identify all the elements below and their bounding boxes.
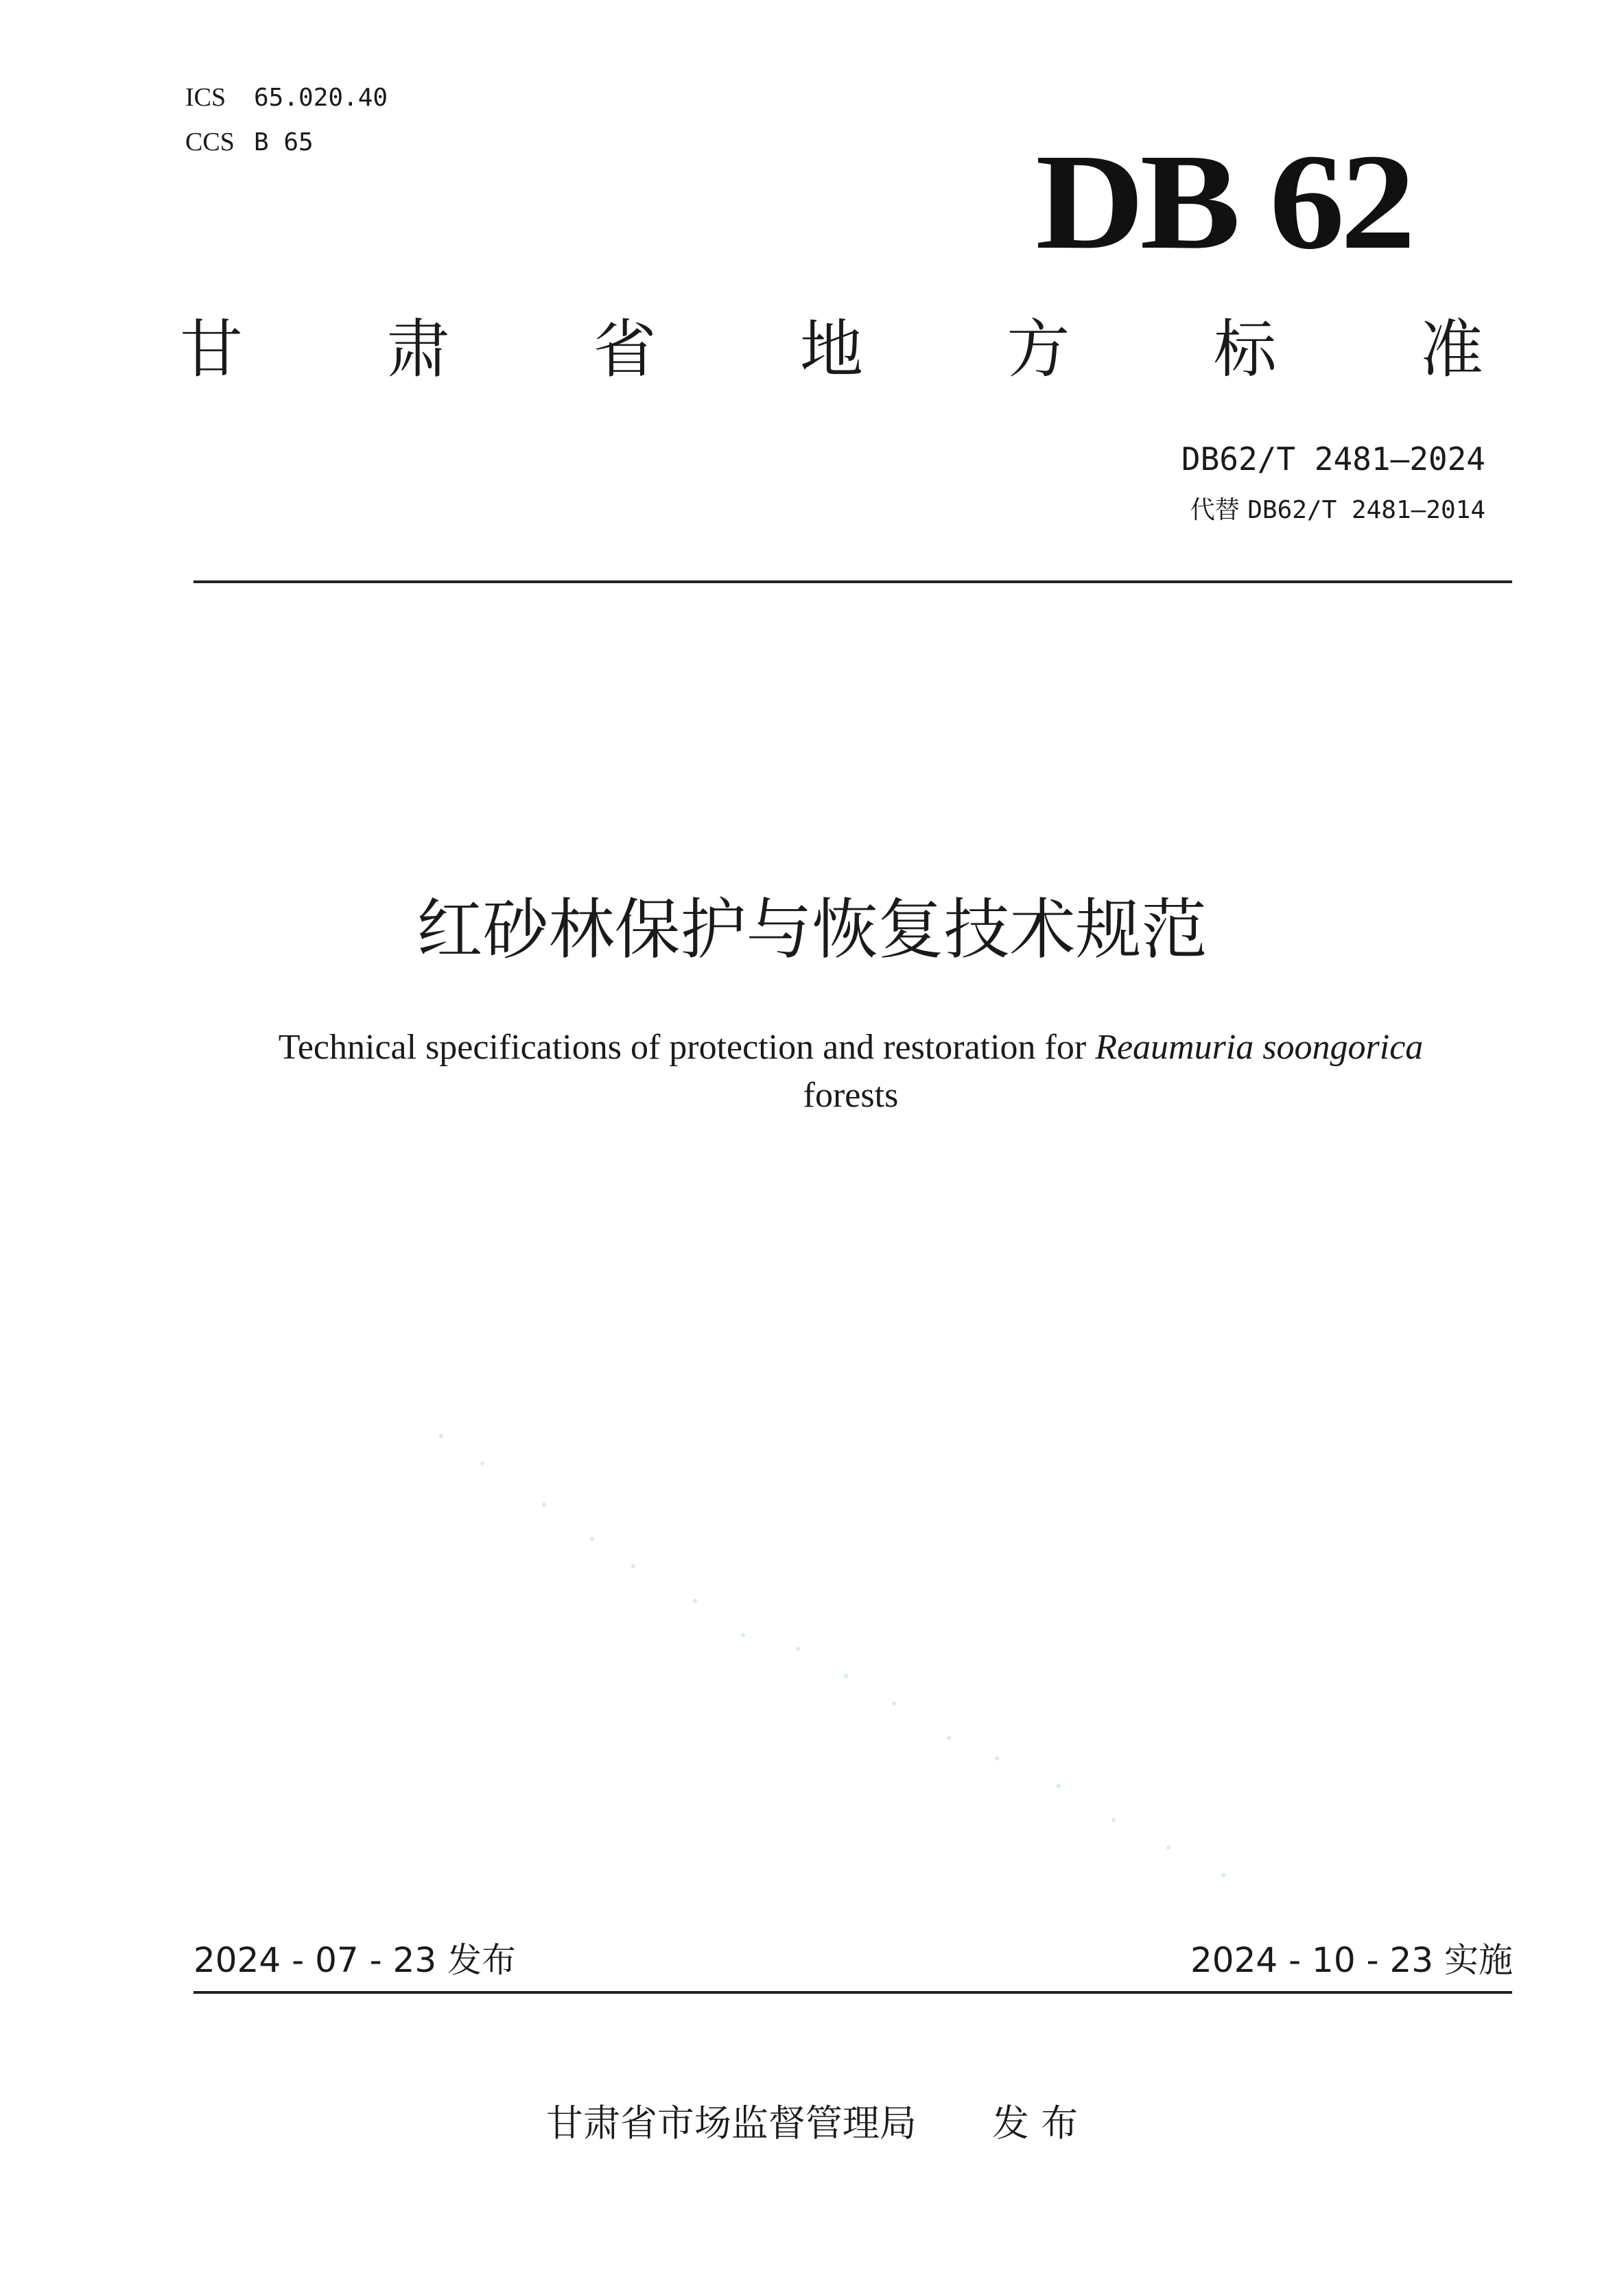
- replace-prefix: 代替: [1190, 496, 1240, 524]
- standard-category-heading: [180, 312, 1483, 388]
- db-logo: DB 62: [1035, 126, 1411, 278]
- standard-number: DB62/T 2481—2024: [1181, 440, 1485, 478]
- ics-value: 65.020.40: [254, 84, 388, 112]
- ccs-label: CCS: [185, 128, 235, 156]
- heading-char: 标: [1213, 313, 1277, 386]
- replace-number: DB62/T 2481—2014: [1247, 496, 1485, 524]
- replaced-standard: [1190, 494, 1485, 527]
- ics-label: ICS: [185, 83, 226, 112]
- top-divider: [193, 580, 1512, 583]
- implementation-date: 2024 - 10 - 23 实施: [1190, 1940, 1513, 1980]
- ics-row: [185, 75, 388, 120]
- document-title-zh: 红砂林保护与恢复技术规范: [416, 891, 1208, 968]
- issuer-name: 甘肃省市场监督管理局: [545, 2102, 917, 2145]
- issue-date: 2024 - 07 - 23 发布: [193, 1940, 517, 1980]
- title-en-part2: forests: [803, 1076, 899, 1115]
- ccs-row: [185, 120, 388, 165]
- heading-char: 地: [799, 313, 863, 386]
- bottom-divider: [193, 1991, 1512, 1994]
- classification-codes: [185, 75, 388, 165]
- heading-char: 甘: [180, 313, 244, 386]
- document-title-en: [206, 1024, 1496, 1120]
- issuer-action: 发 布: [991, 2102, 1079, 2145]
- heading-char: 肃: [386, 313, 450, 386]
- ccs-value: B 65: [254, 128, 314, 156]
- title-en-part1: Technical specifications of protection and restoration for: [278, 1028, 1096, 1067]
- heading-char: 方: [1007, 313, 1070, 386]
- heading-char: 省: [593, 313, 657, 386]
- issuing-authority: [0, 2099, 1624, 2147]
- title-en-species: Reaumuria soongorica: [1095, 1028, 1424, 1067]
- heading-char: 准: [1420, 313, 1483, 386]
